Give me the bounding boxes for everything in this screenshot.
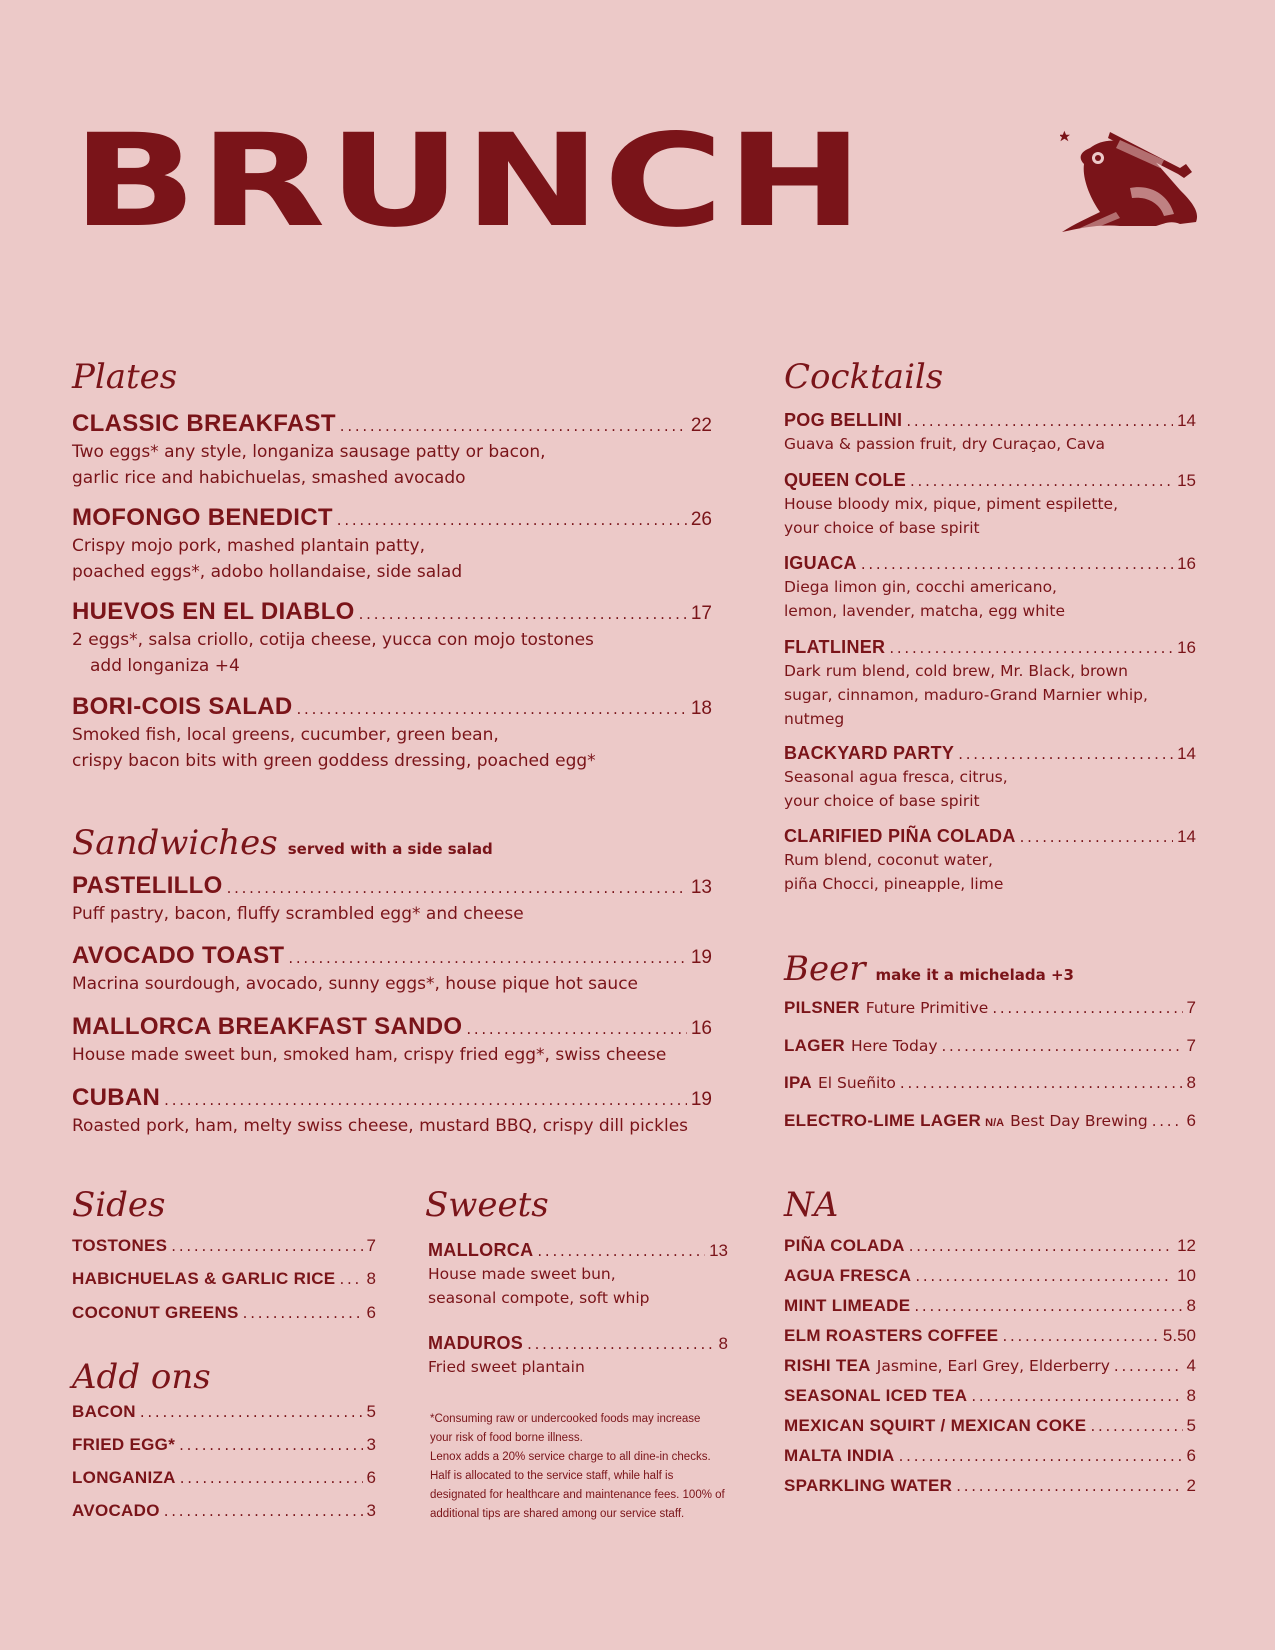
item-desc: Diega limon gin, cocchi americano,: [784, 578, 1057, 596]
plates-heading: Plates: [72, 357, 178, 397]
item-price: 8: [1186, 1073, 1196, 1092]
beer-heading: [784, 949, 1074, 989]
item-brewery: Best Day Brewing: [1010, 1112, 1148, 1130]
menu-item: [784, 1446, 1196, 1466]
menu-item: [784, 553, 1196, 622]
item-name: RISHI TEA: [784, 1356, 871, 1375]
disclaimer-line: additional tips are shared among our service staff.: [430, 1508, 685, 1520]
item-desc: Macrina sourdough, avocado, sunny eggs*, house pique hot sauce: [72, 974, 639, 994]
item-brewery: Here Today: [851, 1037, 938, 1055]
na-tag: N/A: [985, 1117, 1005, 1129]
item-name: IGUACA: [784, 553, 857, 573]
item-price: 12: [1177, 1236, 1196, 1255]
item-name: PILSNER: [784, 998, 860, 1017]
menu-item: [784, 743, 1196, 812]
item-desc: seasonal compote, soft whip: [428, 1289, 650, 1307]
menu-item: [784, 826, 1196, 895]
item-desc: House bloody mix, pique, piment espilette,: [784, 495, 1119, 513]
menu-item: [72, 1435, 376, 1455]
item-desc: piña Chocci, pineapple, lime: [784, 875, 1004, 893]
item-price: 13: [690, 877, 712, 898]
item-price: 14: [1177, 744, 1196, 763]
menu-item: [784, 1036, 1196, 1056]
addons-heading: Add ons: [72, 1357, 211, 1397]
item-price: 14: [1177, 827, 1196, 846]
item-name: MALTA INDIA: [784, 1446, 895, 1465]
item-price: 8: [718, 1334, 728, 1353]
menu-item: [428, 1240, 728, 1309]
item-desc: Guava & passion fruit, dry Curaçao, Cava: [784, 435, 1106, 453]
sides-heading: Sides: [72, 1185, 166, 1225]
item-name: IPA: [784, 1073, 812, 1092]
item-price: 16: [690, 1018, 712, 1039]
item-price: 6: [366, 1303, 376, 1322]
item-price: 17: [690, 603, 712, 624]
item-price: 13: [709, 1241, 728, 1260]
item-price: 22: [690, 415, 712, 436]
item-desc: Smoked fish, local greens, cucumber, green bean,: [72, 725, 499, 745]
item-desc: Roasted pork, ham, melty swiss cheese, mustard BBQ, crispy dill pickles: [72, 1116, 689, 1136]
item-price: 2: [1186, 1476, 1196, 1495]
item-price: 5: [366, 1402, 376, 1421]
item-price: 7: [366, 1236, 376, 1255]
menu-item: [428, 1333, 728, 1378]
item-desc: House made sweet bun,: [428, 1265, 616, 1283]
item-price: 14: [1177, 411, 1196, 430]
item-price: 5.50: [1162, 1326, 1196, 1345]
item-price: 8: [366, 1269, 376, 1288]
item-desc: Fried sweet plantain: [428, 1358, 585, 1376]
item-price: 10: [1177, 1266, 1196, 1285]
beer-title: Beer: [784, 949, 866, 989]
item-desc: lemon, lavender, matcha, egg white: [784, 602, 1065, 620]
menu-item: [72, 410, 712, 490]
item-varieties: Jasmine, Earl Grey, Elderberry: [876, 1357, 1110, 1375]
item-price: 6: [1186, 1446, 1196, 1465]
item-brewery: El Sueñito: [817, 1074, 896, 1092]
item-name: ELECTRO-LIME LAGER: [784, 1111, 982, 1130]
sandwiches-heading: [72, 823, 493, 863]
menu-item: [784, 1356, 1196, 1376]
item-desc: Two eggs* any style, longaniza sausage patty or bacon,: [72, 442, 546, 462]
menu-item: [72, 1501, 376, 1521]
item-price: 4: [1186, 1356, 1196, 1375]
item-desc: crispy bacon bits with green goddess dressing, poached egg*: [72, 751, 596, 771]
menu-item: [72, 942, 712, 996]
menu-item: [72, 1303, 376, 1323]
item-name: MALLORCA: [428, 1240, 534, 1260]
item-name: AVOCADO: [72, 1501, 160, 1520]
item-name: MADUROS: [428, 1333, 524, 1353]
item-name: PASTELILLO: [72, 872, 223, 899]
item-desc: 2 eggs*, salsa criollo, cotija cheese, yucca con mojo tostones: [72, 630, 594, 650]
item-name: MALLORCA BREAKFAST SANDO: [72, 1013, 463, 1040]
item-name: BACON: [72, 1402, 136, 1421]
item-desc: Dark rum blend, cold brew, Mr. Black, brown: [784, 662, 1128, 680]
item-name: BORI-COIS SALAD: [72, 693, 293, 720]
menu-item: [72, 693, 712, 773]
item-name: QUEEN COLE: [784, 470, 907, 490]
disclaimer-line: Half is allocated to the service staff, while half is: [430, 1470, 674, 1482]
beer-note: make it a michelada +3: [875, 966, 1074, 984]
menu-item: [72, 1013, 712, 1067]
menu-item: [784, 410, 1196, 455]
menu-item: [784, 470, 1196, 539]
item-desc: your choice of base spirit: [784, 519, 980, 537]
item-desc: Crispy mojo pork, mashed plantain patty,: [72, 536, 425, 556]
cocktails-heading: Cocktails: [784, 357, 944, 397]
item-name: ELM ROASTERS COFFEE: [784, 1326, 999, 1345]
menu-item: [72, 1468, 376, 1488]
menu-item: [784, 1073, 1196, 1093]
item-addon: add longaniza +4: [90, 656, 240, 676]
menu-item: [72, 598, 712, 678]
item-desc: Puff pastry, bacon, fluffy scrambled egg* and cheese: [72, 904, 524, 924]
item-name: CUBAN: [72, 1084, 161, 1111]
frog-with-knife-icon: [1060, 128, 1202, 236]
menu-item: [784, 637, 1196, 730]
disclaimer-line: designated for healthcare and maintenance fees. 100% of: [430, 1489, 725, 1501]
item-price: 8: [1186, 1386, 1196, 1405]
menu-item: [784, 1111, 1196, 1131]
item-price: 5: [1186, 1416, 1196, 1435]
item-desc: your choice of base spirit: [784, 792, 980, 810]
item-name: MEXICAN SQUIRT / MEXICAN COKE: [784, 1416, 1087, 1435]
item-name: TOSTONES: [72, 1236, 168, 1255]
disclaimer-line: Lenox adds a 20% service charge to all dine-in checks.: [430, 1451, 711, 1463]
item-price: 6: [1186, 1111, 1196, 1130]
item-price: 26: [690, 509, 712, 530]
menu-item: [72, 1402, 376, 1422]
item-name: FRIED EGG*: [72, 1435, 176, 1454]
item-name: HUEVOS EN EL DIABLO: [72, 598, 355, 625]
item-price: 19: [690, 947, 712, 968]
item-desc: House made sweet bun, smoked ham, crispy fried egg*, swiss cheese: [72, 1045, 667, 1065]
item-desc: Seasonal agua fresca, citrus,: [784, 768, 1008, 786]
menu-item: [72, 1269, 376, 1289]
menu-item: [784, 1416, 1196, 1436]
item-price: 16: [1177, 554, 1196, 573]
item-name: MINT LIMEADE: [784, 1296, 911, 1315]
item-price: 16: [1177, 638, 1196, 657]
item-price: 6: [366, 1468, 376, 1487]
menu-item: [784, 1326, 1196, 1346]
item-name: AGUA FRESCA: [784, 1266, 912, 1285]
item-name: BACKYARD PARTY: [784, 743, 955, 763]
item-name: SPARKLING WATER: [784, 1476, 953, 1495]
item-price: 18: [690, 698, 712, 719]
na-heading: NA: [784, 1185, 839, 1225]
item-price: 19: [690, 1089, 712, 1110]
item-price: 8: [1186, 1296, 1196, 1315]
item-name: CLARIFIED PIÑA COLADA: [784, 826, 1016, 846]
menu-item: [784, 1236, 1196, 1256]
menu-item: [72, 1236, 376, 1256]
item-desc: Rum blend, coconut water,: [784, 851, 993, 869]
item-name: PIÑA COLADA: [784, 1236, 905, 1255]
disclaimer-line: your risk of food borne illness.: [430, 1432, 583, 1444]
menu-item: [784, 1266, 1196, 1286]
page-title: BRUNCH: [72, 107, 866, 256]
item-price: 3: [366, 1501, 376, 1520]
disclaimer: [430, 1410, 730, 1524]
menu-item: [784, 1386, 1196, 1406]
item-brewery: Future Primitive: [865, 999, 989, 1017]
item-name: MOFONGO BENEDICT: [72, 504, 333, 531]
item-desc: nutmeg: [784, 710, 845, 728]
item-name: LAGER: [784, 1036, 845, 1055]
item-name: FLATLINER: [784, 637, 886, 657]
item-price: 7: [1186, 998, 1196, 1017]
sandwiches-note: served with a side salad: [287, 840, 493, 858]
menu-item: [72, 504, 712, 584]
menu-item: [72, 872, 712, 926]
item-price: 7: [1186, 1036, 1196, 1055]
item-price: 3: [366, 1435, 376, 1454]
item-name: AVOCADO TOAST: [72, 942, 285, 969]
item-name: LONGANIZA: [72, 1468, 176, 1487]
item-price: 15: [1177, 471, 1196, 490]
item-desc: poached eggs*, adobo hollandaise, side salad: [72, 562, 463, 582]
item-name: SEASONAL ICED TEA: [784, 1386, 968, 1405]
menu-item: [784, 1476, 1196, 1496]
item-desc: garlic rice and habichuelas, smashed avocado: [72, 468, 466, 488]
menu-item: [784, 1296, 1196, 1316]
sweets-heading: Sweets: [425, 1185, 549, 1225]
item-name: HABICHUELAS & GARLIC RICE: [72, 1269, 336, 1288]
item-name: COCONUT GREENS: [72, 1303, 239, 1322]
disclaimer-line: *Consuming raw or undercooked foods may increase: [430, 1413, 701, 1425]
menu-item: [784, 998, 1196, 1018]
item-name: POG BELLINI: [784, 410, 903, 430]
item-desc: sugar, cinnamon, maduro-Grand Marnier whip,: [784, 686, 1148, 704]
item-name: CLASSIC BREAKFAST: [72, 410, 336, 437]
sandwiches-title: Sandwiches: [72, 823, 278, 863]
menu-item: [72, 1084, 712, 1138]
